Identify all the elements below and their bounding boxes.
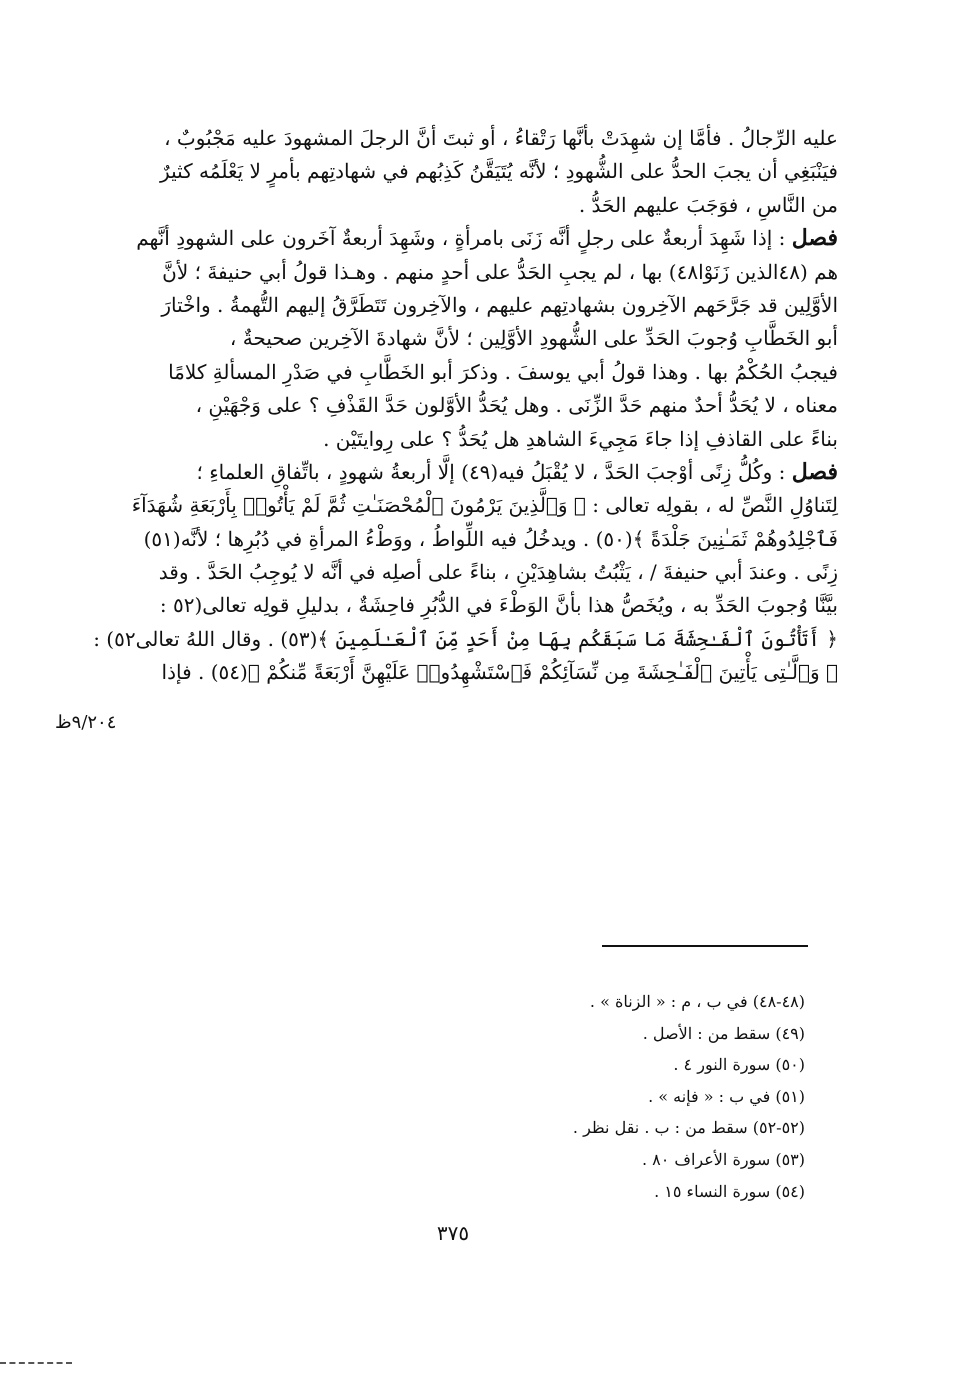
text-line <box>136 222 838 255</box>
opening-paragraph <box>150 122 838 222</box>
footnote: (٤٨-٤٨) في ب ، م : « الزناة » . <box>589 992 805 1011</box>
scan-edge-mark <box>0 1362 72 1364</box>
fasl-section-1 <box>136 222 838 456</box>
text-line: بيَّنَّا وُجوبَ الحَدِّ به ، ويُخَصُّ هذا بأنَّ الوَطْءَ في الدُّبُرِ فاحِشَةٌ ، بدليلِ قولِه تعالى(٥٢ : <box>159 593 838 618</box>
footnote: (٥٣) سورة الأعراف ٨٠ . <box>641 1149 805 1169</box>
text-line: ﴿ وَٱلَّـٰتِى يَأْتِينَ ٱلْفَـٰحِشَةَ مِن نِّسَآئِكُمْ فَٱسْتَشْهِدُوا۟ عَلَيْهِنَّ أَرْبَعَةً مِّنكُمْ ﴾(٥٤) . فإذا <box>161 660 838 685</box>
text-line: عليه الرِّجالُ . فأمَّا إن شهِدَتْ بأنَّها رَتْقاءُ ، أو ثبتَ أنَّ الرجلَ المشهودَ عليه مَجْبُوبٌ ، <box>164 126 838 150</box>
text-line: زِنًى . وعندَ أبي حنيفةَ / ، يَثْبُتُ بشاهِدَيْنِ ، بناءً على أصلِه في أنَّه لا يُوجِبُ الحَدَّ . وقد <box>158 560 838 585</box>
text-line: أبو الخَطَّابِ وُجوبَ الحَدِّ على الشُّهودِ الأوَّلِين ؛ لأنَّ شهادةَ الآخِرين صحيحةٌ ، <box>229 326 838 351</box>
text-line: معناه ، لا يُحَدُّ أحدٌ منهم حَدَّ الزِّنَى . وهل يُحَدُّ الأوَّلون حَدَّ القَذْفِ ؟ على وَجْهَيْنِ ، <box>195 393 838 418</box>
footnotes <box>400 986 805 1207</box>
section-first-line: : وكُلُّ زِنًى أوْجبَ الحَدَّ ، لا يُقْبَلُ فيه(٤٩) إلَّا أربعةُ شهودٍ ، باتِّفاقِ العلماءِ ؛ <box>196 459 792 484</box>
footnote: (٥٠) سورة النور ٤ . <box>673 1055 805 1075</box>
section-first-line: : إذا شَهِدَ أربعةٌ على رجلٍ أنَّه زَنَى بامرأةٍ ، وشَهِدَ أربعةٌ آخَرون على الشهودِ أنَّهم <box>136 226 792 251</box>
text-line: فيجبُ الحُكْمُ بها . وهذا قولُ أبي يوسفَ . وذكرَ أبو الخَطَّابِ في صَدْرِ المسألةِ كلامًا <box>168 359 838 384</box>
manuscript-folio-note: ٩/٢٠٤ظ <box>55 712 117 733</box>
main-text <box>93 122 838 690</box>
text-line: ﴿ أَتَأْتُونَ ٱلْفَـٰحِشَةَ مَا سَبَقَكُم بِهَا مِنْ أَحَدٍ مِّنَ ٱلْعَـٰلَمِينَ ﴾(٥٣) . وقال اللهُ تعالى٥٢) : <box>93 626 838 651</box>
fasl-section-2 <box>93 456 838 690</box>
text-line: بناءً على القاذفِ إذا جاءَ مَجِيءَ الشاهدِ هل يُحَدُّ ؟ على رِوايتَيْن . <box>323 426 838 451</box>
section-heading: فصل <box>791 458 838 485</box>
text-line: الأوَّلِين قد جَرَّحَهم الآخِرون بشهادتِهم عليهم ، والآخِرون تَتَطَرَّقُ إليهم التُّهمةُ . واخْتارَ <box>161 292 838 317</box>
footnote: (٥٢-٥٢) سقط من : ب . نقل نظر . <box>572 1118 805 1138</box>
section-heading: فصل <box>791 225 838 252</box>
text-line: فَٱجْلِدُوهُمْ ثَمَـٰنِينَ جَلْدَةً ﴾(٥٠) . ويدخُلُ فيه اللِّواطُ ، ووَطْءُ المرأةِ في دُبُرِها ؛ لأنَّه(٥١) <box>143 526 838 551</box>
text-line: هم (٤٨الذين زَنَوْا٤٨) بها ، لم يجبِ الحَدُّ على أحدٍ منهم . وهـذا قولُ أبي حنيفةَ ؛ لأنَّ <box>162 259 838 284</box>
text-line: لِتَناوُلِ النَّصِّ له ، بقولِه تعالى : ﴿ وَٱلَّذِينَ يَرْمُونَ ٱلْمُحْصَنَـٰتِ ثُمَّ لَمْ يَأْتُوا۟ بِأَرْبَعَةِ شُهَدَآءَ <box>131 493 838 518</box>
page-number: ٣٧٥ <box>436 1221 470 1245</box>
footnote-divider <box>602 945 808 947</box>
footnote: (٥٤) سورة النساء ١٥ . <box>654 1181 805 1201</box>
text-line: فيَنْبَغِي أن يجبَ الحدُّ على الشُّهودِ ؛ لأنَّه يُتَيَقَّنُ كَذِبُهم في شهادتِهم بأمرٍ لا يَعْلَمُه كثيرٌ <box>160 159 838 184</box>
text-line: من النَّاسِ ، فوَجَبَ عليهم الحَدُّ . <box>578 192 838 217</box>
footnote: (٥١) في ب : « فإنه » . <box>648 1086 805 1106</box>
footnote: (٤٩) سقط من : الأصل . <box>642 1023 805 1043</box>
text-line <box>150 456 838 489</box>
